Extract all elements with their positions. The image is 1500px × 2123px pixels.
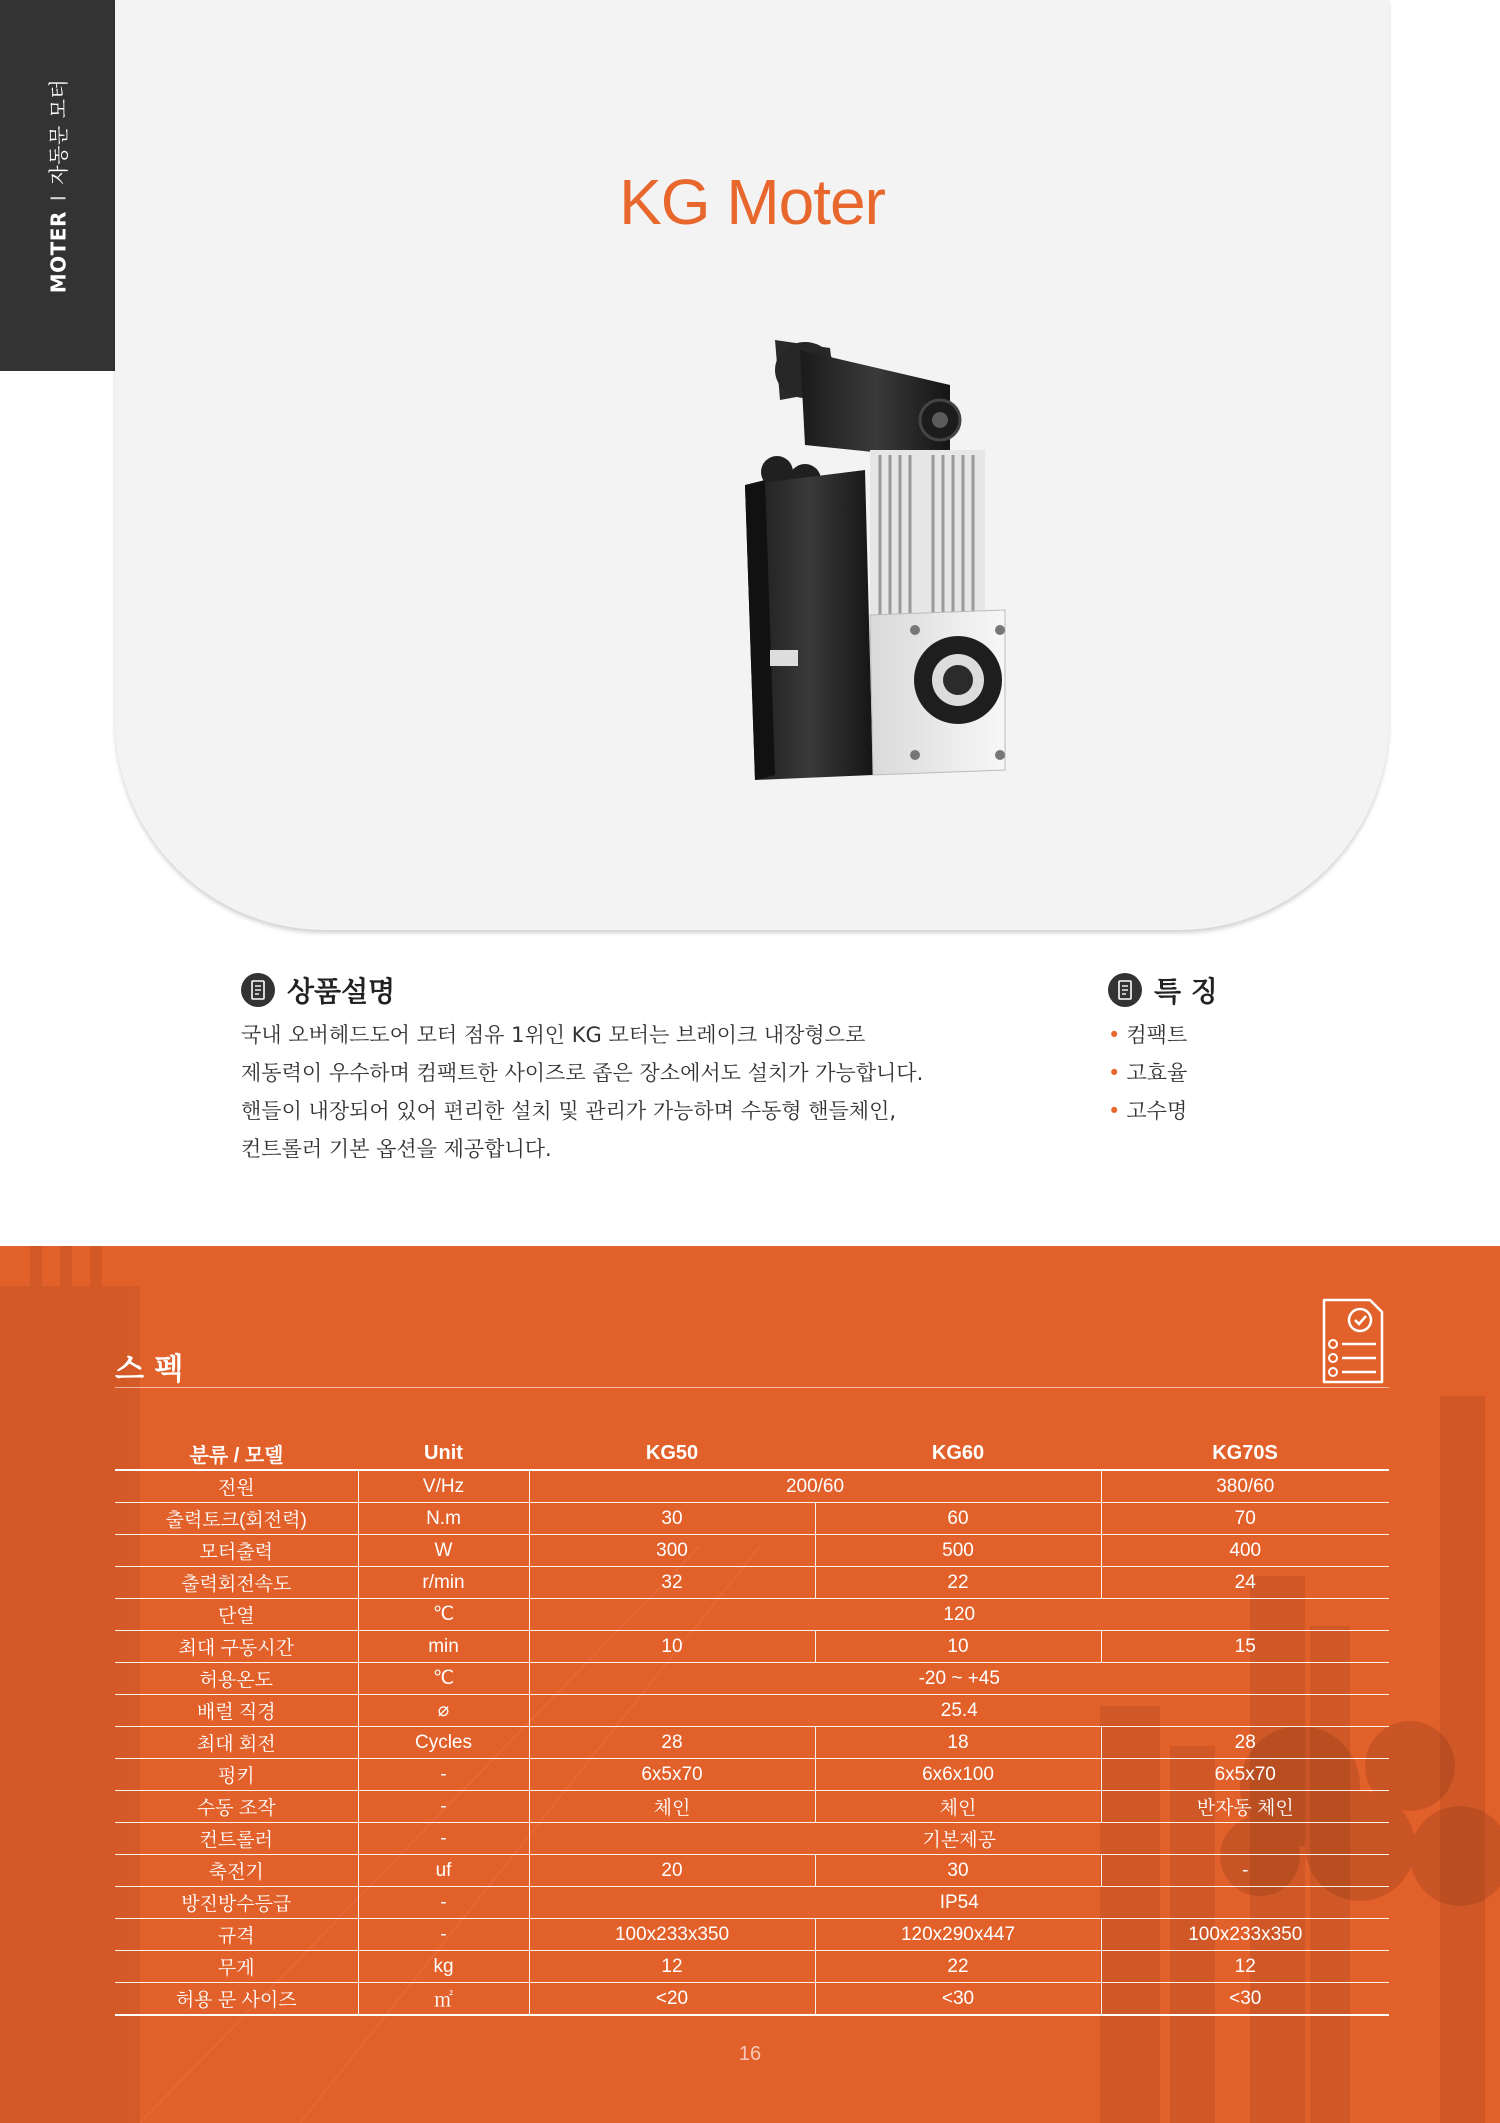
- feature-label: 고효율: [1126, 1061, 1188, 1085]
- features-heading: [1108, 970, 1218, 1010]
- document-icon: [1108, 973, 1142, 1007]
- row-unit: ℃: [358, 1599, 529, 1631]
- table-cell: 체인: [815, 1791, 1101, 1823]
- header-unit: Unit: [358, 1438, 529, 1470]
- row-unit: kg: [358, 1951, 529, 1983]
- row-label: 방진방수등급: [115, 1887, 358, 1919]
- table-cell: 100x233x350: [529, 1919, 815, 1951]
- description-line: 국내 오버헤드도어 모터 점유 1위인 KG 모터는 브레이크 내장형으로: [241, 1023, 866, 1047]
- table-row: [115, 1503, 1389, 1535]
- table-row: [115, 1631, 1389, 1663]
- spec-title: 스 펙: [115, 1352, 184, 1387]
- table-cell: 30: [815, 1855, 1101, 1887]
- row-label: 최대 회전: [115, 1727, 358, 1759]
- product-hero-card: [115, 0, 1389, 930]
- row-label: 컨트롤러: [115, 1823, 358, 1855]
- table-cell: 기본제공: [529, 1823, 1389, 1855]
- table-row: [115, 1599, 1389, 1631]
- feature-label: 고수명: [1126, 1099, 1188, 1123]
- feature-item: [1108, 1092, 1187, 1130]
- table-cell: <20: [529, 1983, 815, 2016]
- row-unit: r/min: [358, 1567, 529, 1599]
- table-cell: 22: [815, 1567, 1101, 1599]
- table-cell: 100x233x350: [1101, 1919, 1389, 1951]
- table-cell: 60: [815, 1503, 1101, 1535]
- table-cell: 6x5x70: [529, 1759, 815, 1791]
- row-unit: -: [358, 1791, 529, 1823]
- features-heading-label: 특 징: [1154, 975, 1218, 1008]
- header-category: 분류 / 모델: [115, 1438, 358, 1470]
- description-line: 제동력이 우수하며 컴팩트한 사이즈로 좁은 장소에서도 설치가 가능합니다.: [241, 1061, 924, 1085]
- row-label: 전원: [115, 1470, 358, 1503]
- table-cell: 380/60: [1101, 1470, 1389, 1503]
- row-label: 모터출력: [115, 1535, 358, 1567]
- spec-header-row: [115, 1438, 1389, 1470]
- side-tab-subcategory: 자동문 모터: [46, 78, 71, 185]
- table-cell: 70: [1101, 1503, 1389, 1535]
- table-cell: 500: [815, 1535, 1101, 1567]
- row-label: 수동 조작: [115, 1791, 358, 1823]
- table-cell: 300: [529, 1535, 815, 1567]
- table-cell: 25.4: [529, 1695, 1389, 1727]
- row-unit: -: [358, 1759, 529, 1791]
- bullet-icon: •: [1108, 1061, 1121, 1085]
- table-cell: 20: [529, 1855, 815, 1887]
- bullet-icon: •: [1108, 1099, 1121, 1123]
- table-row: [115, 1535, 1389, 1567]
- table-cell: 18: [815, 1727, 1101, 1759]
- row-unit: min: [358, 1631, 529, 1663]
- description-line: 핸들이 내장되어 있어 편리한 설치 및 관리가 가능하며 수동형 핸들체인,: [241, 1099, 897, 1123]
- header-kg70s: KG70S: [1101, 1438, 1389, 1470]
- row-label: 규격: [115, 1919, 358, 1951]
- motor-product-image: [615, 330, 1035, 800]
- table-row: [115, 1823, 1389, 1855]
- table-row: [115, 1759, 1389, 1791]
- side-tab-category: MOTER: [46, 211, 71, 294]
- row-label: 배럴 직경: [115, 1695, 358, 1727]
- table-cell: 12: [1101, 1951, 1389, 1983]
- table-cell: 10: [529, 1631, 815, 1663]
- table-cell: IP54: [529, 1887, 1389, 1919]
- checklist-icon: [1318, 1296, 1388, 1386]
- product-description: [241, 1016, 961, 1168]
- table-cell: 200/60: [529, 1470, 1101, 1503]
- table-cell: <30: [815, 1983, 1101, 2016]
- table-cell: 32: [529, 1567, 815, 1599]
- table-cell: <30: [1101, 1983, 1389, 2016]
- row-label: 출력토크(회전력): [115, 1503, 358, 1535]
- table-cell: 28: [529, 1727, 815, 1759]
- spec-table-body: [115, 1470, 1389, 2015]
- table-cell: 120x290x447: [815, 1919, 1101, 1951]
- table-cell: 6x6x100: [815, 1759, 1101, 1791]
- table-cell: 6x5x70: [1101, 1759, 1389, 1791]
- row-unit: W: [358, 1535, 529, 1567]
- row-label: 최대 구동시간: [115, 1631, 358, 1663]
- row-unit: uf: [358, 1855, 529, 1887]
- description-heading-label: 상품설명: [287, 975, 396, 1008]
- table-row: [115, 1727, 1389, 1759]
- table-row: [115, 1567, 1389, 1599]
- spec-section: [0, 1246, 1500, 2123]
- features-list: [1108, 1016, 1187, 1130]
- description-line: 컨트롤러 기본 옵션을 제공합니다.: [241, 1137, 552, 1161]
- row-unit: ℃: [358, 1663, 529, 1695]
- row-unit: V/Hz: [358, 1470, 529, 1503]
- table-cell: 400: [1101, 1535, 1389, 1567]
- feature-item: [1108, 1016, 1187, 1054]
- document-icon: [241, 973, 275, 1007]
- header-kg50: KG50: [529, 1438, 815, 1470]
- feature-label: 컴팩트: [1126, 1023, 1188, 1047]
- side-tab-label: [43, 79, 72, 293]
- row-label: 출력회전속도: [115, 1567, 358, 1599]
- bullet-icon: •: [1108, 1023, 1121, 1047]
- table-row: [115, 1791, 1389, 1823]
- row-label: 단열: [115, 1599, 358, 1631]
- table-cell: 24: [1101, 1567, 1389, 1599]
- header-kg60: KG60: [815, 1438, 1101, 1470]
- table-row: [115, 1887, 1389, 1919]
- table-cell: 10: [815, 1631, 1101, 1663]
- row-unit: -: [358, 1919, 529, 1951]
- table-row: [115, 1983, 1389, 2016]
- description-heading: [241, 970, 395, 1010]
- table-row: [115, 1695, 1389, 1727]
- spec-table: [115, 1438, 1389, 2016]
- row-label: 무게: [115, 1951, 358, 1983]
- row-unit: -: [358, 1887, 529, 1919]
- row-label: 펑키: [115, 1759, 358, 1791]
- side-tab-separator: I: [46, 194, 71, 202]
- side-tab: [0, 0, 115, 371]
- spec-divider: [115, 1387, 1389, 1388]
- row-label: 축전기: [115, 1855, 358, 1887]
- row-unit: ㎡: [358, 1983, 529, 2016]
- table-cell: 15: [1101, 1631, 1389, 1663]
- table-row: [115, 1470, 1389, 1503]
- row-unit: N.m: [358, 1503, 529, 1535]
- row-label: 허용온도: [115, 1663, 358, 1695]
- row-unit: -: [358, 1823, 529, 1855]
- table-row: [115, 1663, 1389, 1695]
- table-cell: 12: [529, 1951, 815, 1983]
- table-cell: 반자동 체인: [1101, 1791, 1389, 1823]
- feature-item: [1108, 1054, 1187, 1092]
- row-unit: ⌀: [358, 1695, 529, 1727]
- row-unit: Cycles: [358, 1727, 529, 1759]
- table-cell: -20 ~ +45: [529, 1663, 1389, 1695]
- table-row: [115, 1855, 1389, 1887]
- product-title: KG Moter: [619, 166, 885, 238]
- row-label: 허용 문 사이즈: [115, 1983, 358, 2016]
- table-cell: 체인: [529, 1791, 815, 1823]
- table-cell: 30: [529, 1503, 815, 1535]
- page-number: 16: [738, 2043, 762, 2065]
- table-cell: 120: [529, 1599, 1389, 1631]
- table-row: [115, 1919, 1389, 1951]
- table-cell: -: [1101, 1855, 1389, 1887]
- table-cell: 28: [1101, 1727, 1389, 1759]
- table-row: [115, 1951, 1389, 1983]
- table-cell: 22: [815, 1951, 1101, 1983]
